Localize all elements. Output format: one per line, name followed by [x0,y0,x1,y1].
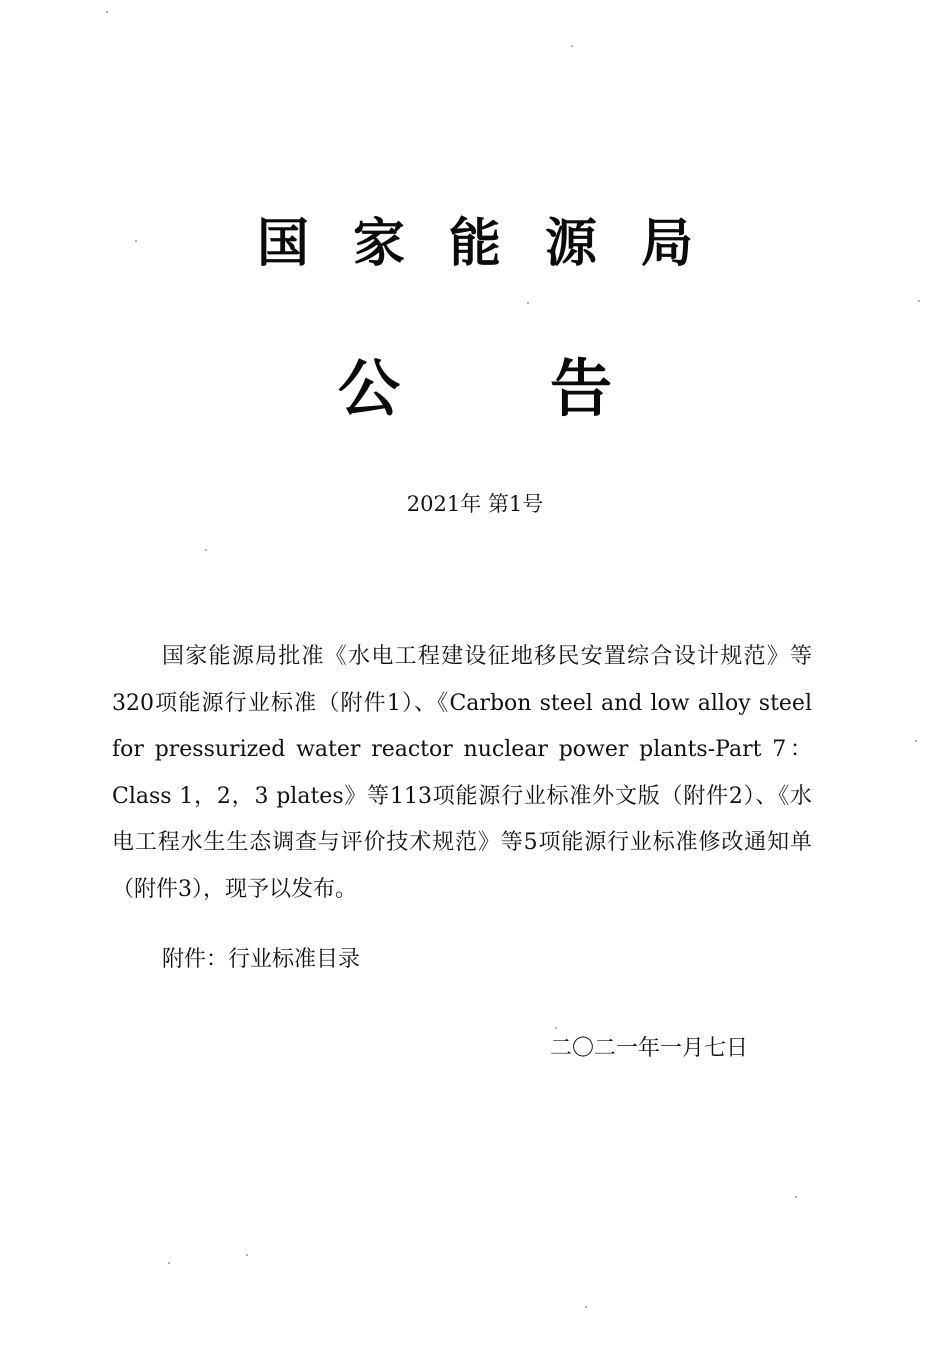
document-number: 2021年 第1号 [406,492,544,516]
scan-speck [915,740,917,742]
issue-date: 二〇二一年一月七日 [550,1036,749,1061]
agency-title: 国家能源局 [256,213,737,274]
scan-speck [585,1306,587,1308]
scan-speck [246,1254,248,1256]
announcement-paragraph: 国家能源局批准《水电工程建设征地移民安置综合设计规范》等320项能源行业标准（附件1）、《Carbon steel and low alloy steel for pressurized water reactor nuclear power plants-Part 7：Class 1，2，3 plates》等113项能源行业标准外文版（附件2）、《水电工程水生生态调查与评价技术规范》等5项能源行业标准修改通知单（附件3），现予以发布。 [112,644,812,902]
scan-speck [555,1027,557,1029]
attachment-line: 附件：行业标准目录 [162,947,361,972]
scan-speck [205,549,207,551]
scan-speck [795,1196,797,1198]
scan-speck [168,1262,170,1264]
scan-speck [106,11,108,13]
scan-speck [527,302,529,304]
scan-speck [918,300,920,302]
scan-speck [571,45,573,47]
notice-title: 公告 [337,352,762,425]
